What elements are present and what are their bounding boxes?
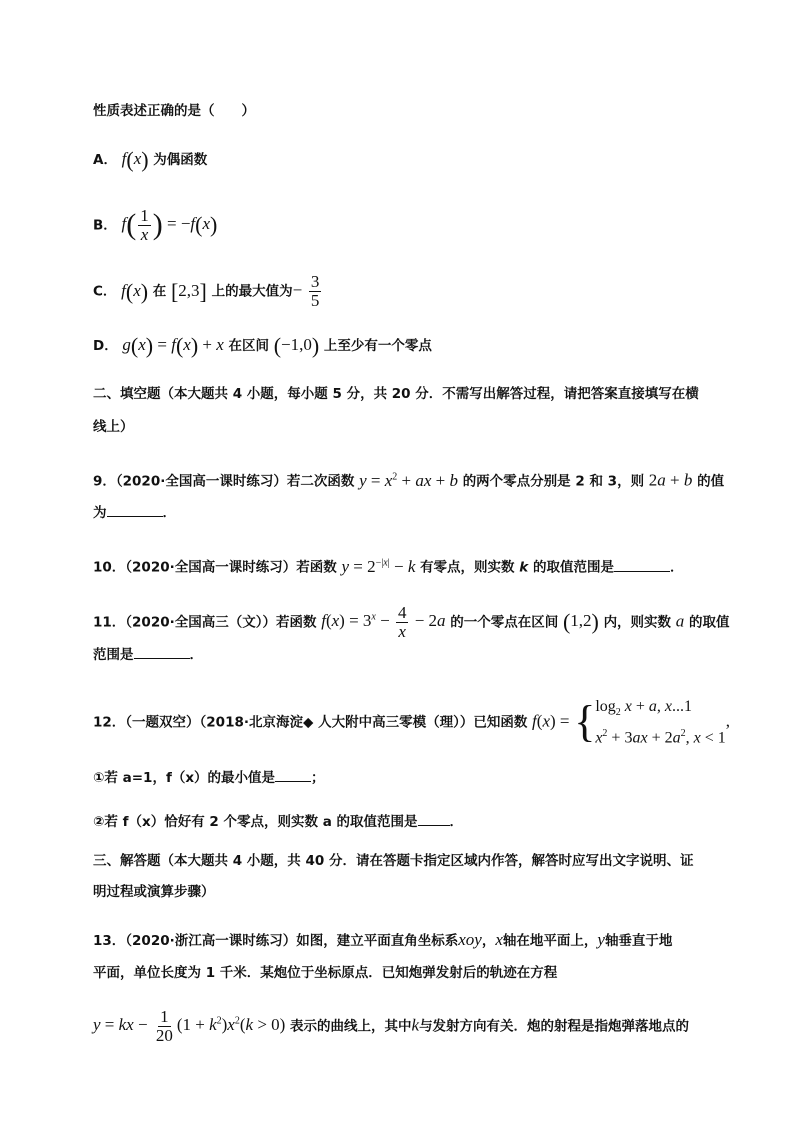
option-d-label: D． bbox=[93, 338, 118, 354]
option-c-text1: 在 bbox=[152, 283, 167, 300]
formula-gx: g(x) = f(x) + x bbox=[122, 333, 224, 359]
formula-exp: $y = 2^{-|x|} - k$ bbox=[341, 556, 416, 576]
question-13-line3: y = kx − $\frac{1}{20}$ $(1 + k^2)x^2(k > 0)$ 表示的曲线上，其中k与发射方向有关．炮的射程是指炮弹落地点的 bbox=[93, 1007, 690, 1045]
formula-f11: $f(x) = 3^x$ − $\frac{4}{x}$ − 2a bbox=[321, 603, 446, 641]
question-11: 11．（2020·全国高三（文））若函数 $f(x) = 3^x$ − $\frac{4}{x}$ − 2a 的一个零点在区间 (1,2) 内，则实数 a 的取值 bbox=[93, 603, 730, 641]
formula-quadratic: $y = x^2$ + ax + b bbox=[359, 470, 458, 490]
option-b bbox=[93, 207, 217, 244]
formula-piecewise: f(x) = bbox=[532, 711, 570, 731]
section-2-line1: 二、填空题（本大题共 4 小题，每小题 5 分，共 20 分．不需写出解答过程，请把答案直接填写在横 bbox=[93, 386, 699, 402]
option-d bbox=[93, 333, 432, 359]
answer-blank[interactable] bbox=[614, 571, 670, 572]
question-9-line2: 为 ． bbox=[93, 505, 176, 521]
section-2-line2: 线上） bbox=[93, 419, 134, 435]
question-13: 13．（2020·浙江高一课时练习）如图，建立平面直角坐标系xoy，x轴在地平面上，y轴垂直于地 bbox=[93, 930, 673, 949]
question-9: 9．（2020·全国高一课时练习）若二次函数 $y = x^2$ + ax + b 的两个零点分别是 2 和 3，则 2a + b 的值 bbox=[93, 470, 725, 490]
formula-b: f( $\frac{1}{x}$ ) = −f(x) bbox=[121, 206, 218, 244]
fraction-3-5: $\frac{3}{5}$ bbox=[310, 272, 320, 310]
option-d-text1: 在区间 bbox=[228, 338, 269, 354]
option-b-label: B． bbox=[93, 217, 117, 234]
option-c-text2: 上的最大值为 bbox=[211, 283, 293, 300]
interval-1-2: (1,2) bbox=[562, 609, 599, 635]
answer-blank[interactable] bbox=[134, 658, 190, 659]
option-a-text: 为偶函数 bbox=[153, 152, 208, 168]
option-d-text2: 上至少有一个零点 bbox=[323, 338, 432, 354]
answer-blank[interactable] bbox=[107, 516, 163, 517]
option-c-label: C． bbox=[93, 283, 117, 300]
question-11-line2: 范围是 ． bbox=[93, 647, 203, 663]
interval-neg1-0: (−1,0) bbox=[273, 333, 320, 359]
question-13-line2: 平面，单位长度为 1 千米．某炮位于坐标原点．已知炮弹发射后的轨迹在方程 bbox=[93, 965, 558, 981]
formula-fx: f(x) bbox=[121, 147, 149, 173]
option-a bbox=[93, 147, 208, 173]
option-c: C． f(x) 在 [2,3] 上的最大值为− $\frac{3}{5}$ bbox=[93, 272, 320, 310]
answer-blank[interactable] bbox=[418, 825, 450, 826]
question-12-sub2: ②若 f（x）恰好有 2 个零点，则实数 a 的取值范围是 ． bbox=[93, 814, 464, 830]
question-12-sub1: ①若 a=1，f（x）的最小值是 ； bbox=[93, 770, 325, 786]
option-a-label: A． bbox=[93, 152, 117, 168]
formula-trajectory: y = kx − $\frac{1}{20}$ $(1 + k^2)x^2(k > 0)$ bbox=[93, 1007, 286, 1045]
question-intro: 性质表述正确的是（ ） bbox=[93, 103, 255, 119]
question-10: 10．（2020·全国高一课时练习）若函数 $y = 2^{-|x|} - k$ 有零点，则实数 k 的取值范围是 ． bbox=[93, 556, 684, 576]
section-3-line1: 三、解答题（本大题共 4 小题，共 40 分．请在答题卡指定区域内作答，解答时应写出文字说明、证 bbox=[93, 853, 694, 869]
question-12: 12．（一题双空）（2018·北京海淀◆ 人大附中高三零模（理））已知函数 f(x) = { $\log_2 x + a$, x...1 $x^2 + 3ax + 2a^2$, x < 1 , bbox=[93, 697, 730, 747]
answer-blank[interactable] bbox=[275, 781, 311, 782]
section-3-line2: 明过程或演算步骤） bbox=[93, 884, 215, 900]
interval-2-3: [2,3] bbox=[170, 278, 207, 304]
